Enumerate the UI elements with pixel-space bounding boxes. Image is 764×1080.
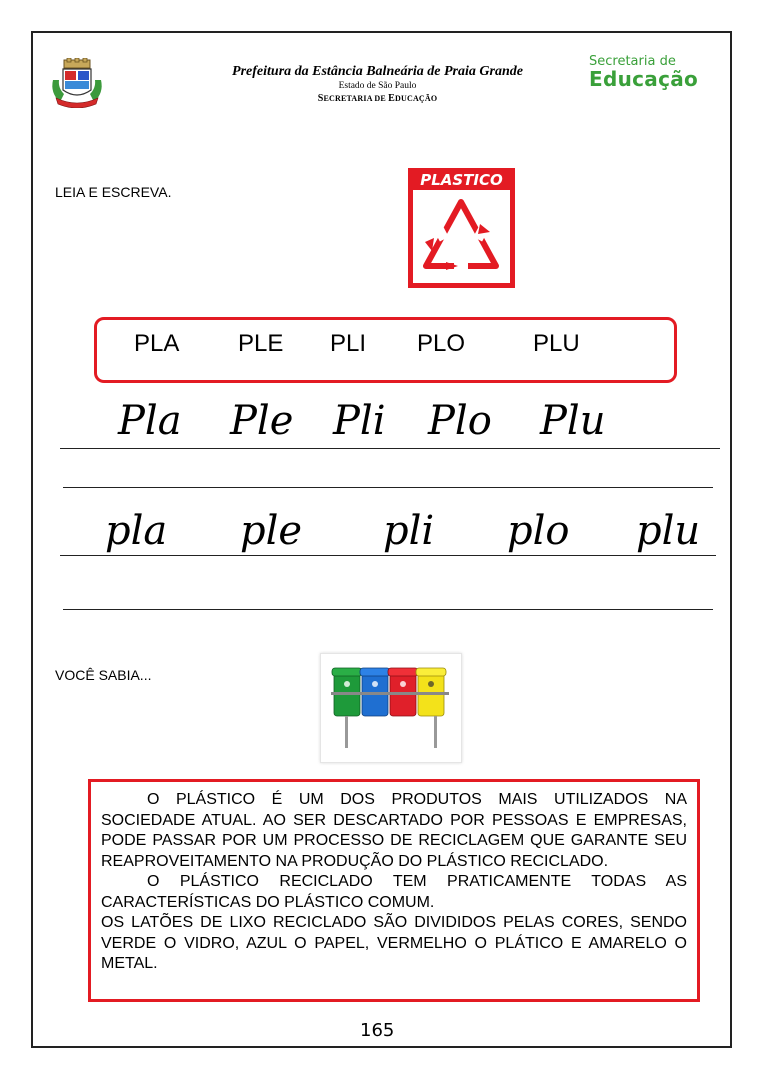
page-number: 165 [360,1020,395,1041]
header-title: Prefeitura da Estância Balneária de Praia Grande [232,64,523,79]
cursive-word-pli-upper: Pli [333,398,386,444]
info-box [88,779,700,1002]
did-you-know-heading: VOCÊ SABIA... [55,667,152,683]
writing-line [63,487,713,488]
syllable-pla: PLA [134,330,180,357]
cursive-word-plo-upper: Plo [428,398,492,444]
cursive-word-plu-lower: plu [636,508,701,554]
read-and-write-instruction: LEIA E ESCREVA. [55,184,172,200]
info-paragraph-3: OS LATÕES DE LIXO RECICLADO SÃO DIVIDIDOS PELAS CORES, SENDO VERDE O VIDRO, AZUL O PAPEL, VERMELHO O PLÁTICO E AMARELO O METAL. [101,914,687,972]
header-center [200,64,555,104]
cursive-word-ple-upper: Ple [230,398,294,444]
plastic-sign-label: PLASTICO [420,171,503,189]
plastic-recycling-sign-icon [408,168,515,288]
writing-line [60,448,720,449]
education-secretariat-logo: Secretaria de Educação [589,54,699,91]
cursive-word-pli-lower: pli [383,508,435,554]
recycling-bins-icon [320,653,462,763]
syllable-plu: PLU [533,330,580,357]
cursive-word-plo-lower: plo [507,508,570,554]
cursive-upper-row [0,398,764,468]
header-state: Estado de São Paulo [338,81,417,91]
header-department: SECRETARIA DE EDUCAÇÃO [317,93,438,104]
cursive-word-pla-lower: pla [105,508,168,554]
cursive-word-ple-lower: ple [240,508,303,554]
municipal-crest-icon [50,58,104,108]
syllable-box [94,317,677,383]
writing-line [63,609,713,610]
writing-line [60,555,716,556]
cursive-word-plu-upper: Plu [540,398,606,444]
cursive-lower-row [0,508,764,578]
syllable-plo: PLO [417,330,466,357]
cursive-word-pla-upper: Pla [118,398,182,444]
info-paragraph-2: O PLÁSTICO RECICLADO TEM PRATICAMENTE TODAS AS CARACTERÍSTICAS DO PLÁSTICO COMUM. [101,873,687,911]
syllable-pli: PLI [330,330,367,357]
syllable-ple: PLE [238,330,284,357]
info-paragraph-1: O PLÁSTICO É UM DOS PRODUTOS MAIS UTILIZADOS NA SOCIEDADE ATUAL. AO SER DESCARTADO POR PESSOAS E EMPRESAS, PODE PASSAR POR UM PROCESSO DE RECICLAGEM QUE GARANTE SEU REAPROVEITAMENTO NA PRODUÇÃO DO PLÁSTICO RECICLADO. [101,791,687,870]
